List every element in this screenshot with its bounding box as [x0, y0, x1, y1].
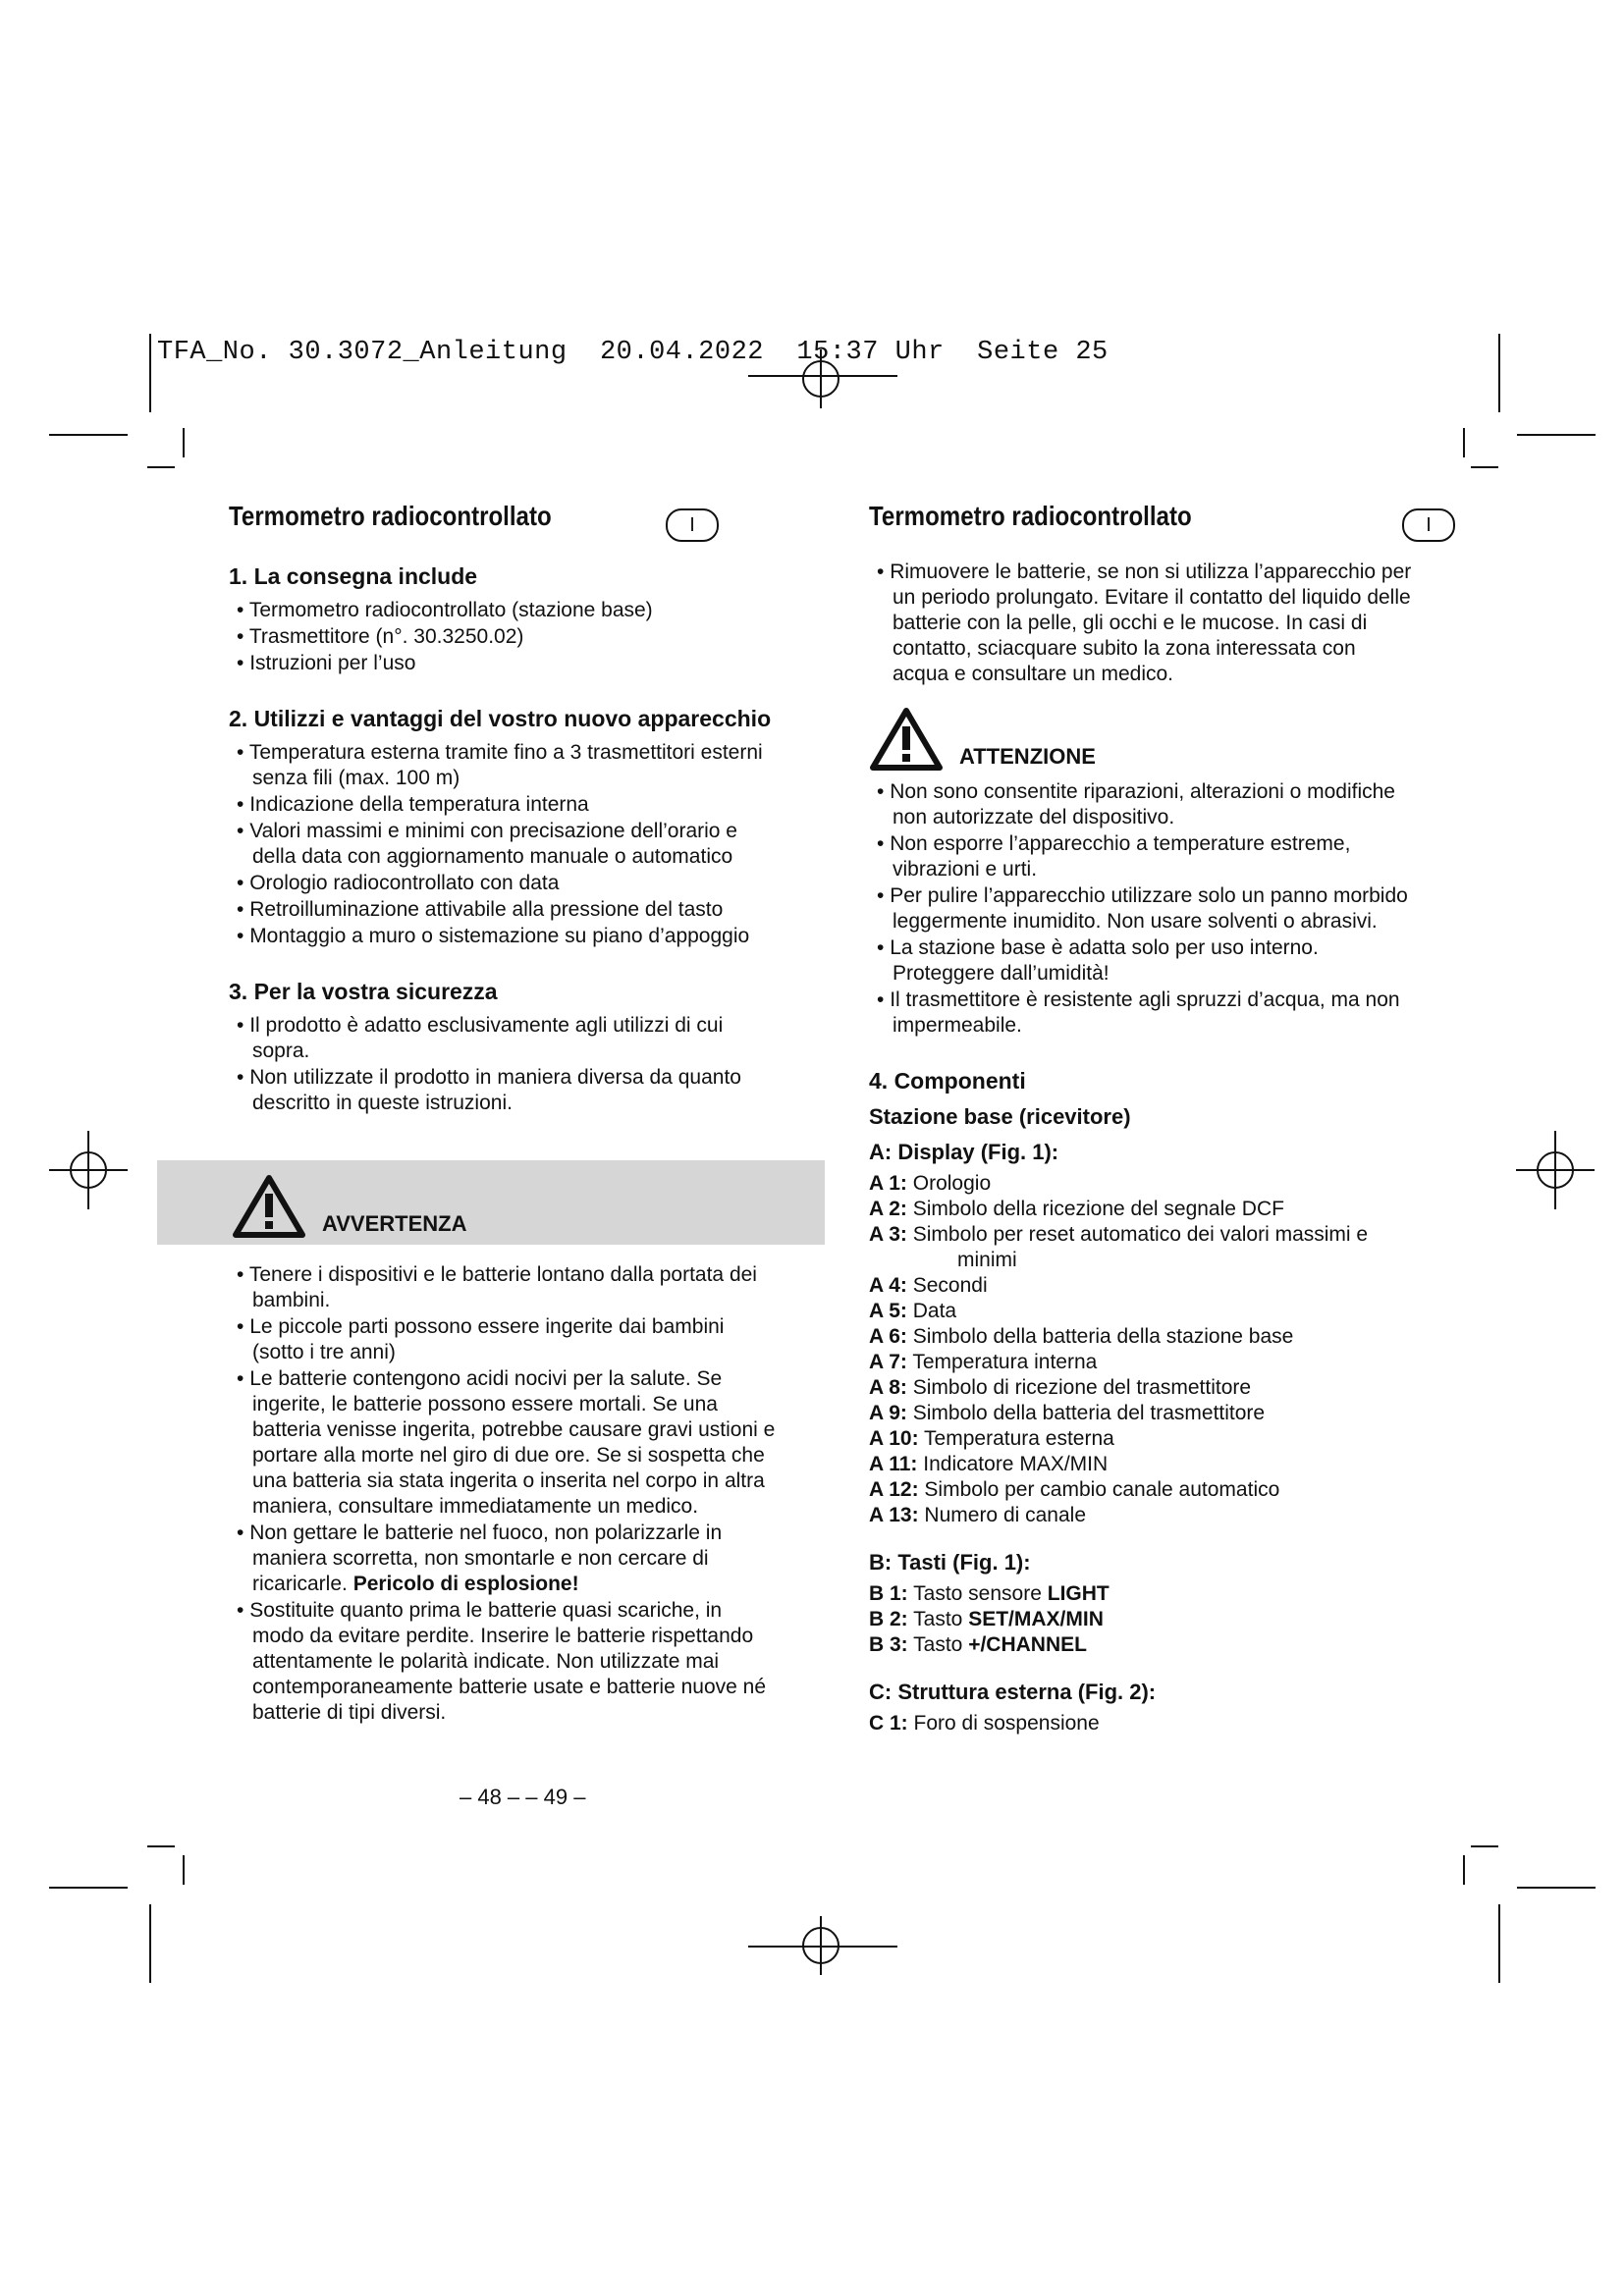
language-badge: I [1402, 508, 1455, 542]
section-title: 2. Utilizzi e vantaggi del vostro nuovo apparecchio [229, 706, 772, 731]
component-text: Simbolo di ricezione del trasmettitore [912, 1376, 1252, 1399]
attention-header [869, 701, 1414, 772]
key-name: +/CHANNEL [968, 1633, 1087, 1656]
component-text: Temperatura esterna [924, 1427, 1114, 1450]
component-text: Secondi [912, 1274, 988, 1297]
component-text: Temperatura interna [912, 1351, 1098, 1373]
section-title: 4. Componenti [869, 1068, 1026, 1094]
component-item [869, 1324, 1414, 1350]
features-list [229, 740, 774, 949]
component-code: B 3: [869, 1633, 908, 1656]
section-title: 1. La consegna include [229, 563, 478, 589]
left-page [229, 501, 774, 1117]
component-text: Tasto [913, 1608, 963, 1630]
list-item: • Retroilluminazione attivabile alla pressione del tasto [229, 897, 774, 923]
component-text: Simbolo della batteria del trasmettitore [912, 1402, 1266, 1424]
component-code: A 11: [869, 1453, 918, 1475]
component-code: A 5: [869, 1300, 907, 1322]
component-code: A 12: [869, 1478, 919, 1501]
crop-mark [1517, 434, 1596, 436]
component-code: A 9: [869, 1402, 907, 1424]
page-title: Termometro radiocontrollato [229, 501, 552, 531]
button-components [869, 1581, 1414, 1658]
component-code: A 7: [869, 1351, 907, 1373]
component-text: Numero di canale [924, 1504, 1087, 1526]
warning-triangle-icon [232, 1174, 306, 1239]
slug-line: TFA_No. 30.3072_Anleitung 20.04.2022 15:37 Uhr Seite 25 [157, 338, 1109, 367]
list-item: • Il trasmettitore è resistente agli spruzzi d’acqua, ma non impermeabile. [869, 988, 1414, 1039]
component-text: Tasto [913, 1633, 963, 1656]
component-item [869, 1222, 1414, 1273]
crop-mark [183, 428, 185, 457]
component-item [869, 1452, 1414, 1477]
right-page [869, 501, 1432, 1736]
delivery-list [229, 598, 774, 676]
component-text: Simbolo per reset automatico dei valori massimi e [912, 1223, 1369, 1246]
subsection-title: Stazione base (ricevitore) [869, 1104, 1131, 1129]
subsection-title: C: Struttura esterna (Fig. 2): [869, 1680, 1157, 1704]
component-text: Tasto sensore [913, 1582, 1042, 1605]
list-item: • Non sono consentite riparazioni, alterazioni o modifiche non autorizzate del dispositivo. [869, 779, 1414, 830]
registration-mark-icon [791, 1916, 850, 1975]
component-code: C 1: [869, 1712, 908, 1735]
component-item [869, 1711, 1414, 1736]
crop-mark [1498, 1904, 1500, 1983]
crop-mark [1463, 428, 1465, 457]
crop-mark [149, 1904, 151, 1983]
list-item: • Le piccole parti possono essere ingerite dai bambini (sotto i tre anni) [229, 1314, 779, 1365]
list-item: • Le batterie contengono acidi nocivi per la salute. Se ingerite, le batterie possono essere mortali. Se una batteria venisse ingerita, potrebbe causare gravi ustioni e portare alla morte nel giro di due ore. Se si sospetta che una batteria sia stata ingerita o inserita nel corpo in altra maniera, consultare immediatamente un medico. [229, 1366, 779, 1520]
warning-header [232, 1168, 467, 1239]
warning-triangle-icon [869, 707, 944, 772]
page-title: Termometro radiocontrollato [869, 501, 1192, 531]
safety-list [229, 1013, 774, 1116]
warning-list [229, 1262, 779, 1726]
component-item [869, 1350, 1414, 1375]
component-code: A 13: [869, 1504, 919, 1526]
list-item [229, 1521, 779, 1597]
list-item: • Valori massimi e minimi con precisazione dell’orario e della data con aggiornamento manuale o automatico [229, 819, 774, 870]
crop-mark [49, 1887, 128, 1889]
crop-mark [147, 1845, 175, 1847]
component-item [869, 1503, 1414, 1528]
component-item [869, 1477, 1414, 1503]
explosion-warning: Pericolo di esplosione! [352, 1573, 579, 1595]
component-code: A 8: [869, 1376, 907, 1399]
component-code: A 6: [869, 1325, 907, 1348]
component-text: Simbolo per cambio canale automatico [924, 1478, 1280, 1501]
housing-components [869, 1711, 1414, 1736]
list-item: • Montaggio a muro o sistemazione su piano d’appoggio [229, 924, 774, 949]
warning-content [229, 1262, 779, 1727]
registration-mark-icon [49, 1131, 128, 1209]
component-code: A 10: [869, 1427, 919, 1450]
key-name: SET/MAX/MIN [968, 1608, 1104, 1630]
list-item: • Rimuovere le batterie, se non si utilizza l’apparecchio per un periodo prolungato. Evitare il contatto del liquido delle batterie con la pelle, gli occhi e le mucose. In casi di contatto, sciacquare subito la zona interessata con acqua e consultare un medico. [869, 560, 1414, 687]
subsection-title: A: Display (Fig. 1): [869, 1140, 1059, 1164]
component-code: B 2: [869, 1608, 908, 1630]
crop-mark [1463, 1855, 1465, 1885]
page-numbers: – 48 – – 49 – [460, 1785, 586, 1809]
list-item: • Indicazione della temperatura interna [229, 792, 774, 818]
component-item [869, 1632, 1414, 1658]
component-code: A 2: [869, 1198, 907, 1220]
component-text: Indicatore MAX/MIN [923, 1453, 1109, 1475]
component-item [869, 1273, 1414, 1299]
warning-title: AVVERTENZA [322, 1211, 467, 1236]
component-text: Simbolo della ricezione del segnale DCF [912, 1198, 1284, 1220]
list-item: • Termometro radiocontrollato (stazione base) [229, 598, 774, 623]
key-name: LIGHT [1047, 1582, 1110, 1605]
component-text: Data [912, 1300, 957, 1322]
component-item [869, 1607, 1414, 1632]
crop-mark [149, 334, 151, 412]
list-item: • Il prodotto è adatto esclusivamente agli utilizzi di cui sopra. [229, 1013, 774, 1064]
component-text: Simbolo della batteria della stazione base [912, 1325, 1294, 1348]
crop-mark [1471, 1845, 1498, 1847]
crop-mark [1471, 466, 1498, 468]
component-text: Foro di sospensione [913, 1712, 1100, 1735]
list-item: • La stazione base è adatta solo per uso interno. Proteggere dall’umidità! [869, 935, 1414, 987]
list-item: • Non utilizzate il prodotto in maniera diversa da quanto descritto in queste istruzioni. [229, 1065, 774, 1116]
component-code: A 3: [869, 1223, 907, 1246]
crop-mark [1517, 1887, 1596, 1889]
list-item: • Trasmettitore (n°. 30.3250.02) [229, 624, 774, 650]
list-item: • Non esporre l’apparecchio a temperature estreme, vibrazioni e urti. [869, 831, 1414, 882]
language-badge: I [666, 508, 719, 542]
list-item-text: Non gettare le batterie nel fuoco, non polarizzarle in maniera scorretta, non smontarle e non cercare di ricaricarle. [249, 1522, 723, 1595]
component-item [869, 1299, 1414, 1324]
left-title-row [229, 501, 774, 546]
component-item [869, 1197, 1414, 1222]
component-item [869, 1426, 1414, 1452]
registration-mark-icon [1516, 1131, 1595, 1209]
list-item: • Istruzioni per l’uso [229, 651, 774, 676]
crop-mark [49, 434, 128, 436]
list-item: • Per pulire l’apparecchio utilizzare solo un panno morbido leggermente inumidito. Non usare solventi o abrasivi. [869, 883, 1414, 934]
list-item: • Orologio radiocontrollato con data [229, 871, 774, 896]
component-code: A 1: [869, 1172, 907, 1195]
component-item [869, 1401, 1414, 1426]
component-code: B 1: [869, 1582, 908, 1605]
component-code: A 4: [869, 1274, 907, 1297]
component-item [869, 1375, 1414, 1401]
list-item: • Sostituite quanto prima le batterie quasi scariche, in modo da evitare perdite. Inserire le batterie rispettando attentamente le polarità indicate. Non utilizzate mai contemporaneamente batterie usate e batterie nuove né batterie di tipi diversi. [229, 1598, 779, 1726]
crop-mark [147, 466, 175, 468]
component-item [869, 1581, 1414, 1607]
component-text-cont: minimi [957, 1249, 1017, 1271]
right-title-row [869, 501, 1432, 546]
subsection-title: B: Tasti (Fig. 1): [869, 1550, 1031, 1575]
intro-list [869, 560, 1414, 687]
attention-list [869, 779, 1414, 1039]
component-text: Orologio [912, 1172, 992, 1195]
section-title: 3. Per la vostra sicurezza [229, 979, 498, 1004]
registration-mark-icon [791, 349, 850, 408]
component-item [869, 1171, 1414, 1197]
display-components [869, 1171, 1414, 1528]
list-item: • Tenere i dispositivi e le batterie lontano dalla portata dei bambini. [229, 1262, 779, 1313]
list-item: • Temperatura esterna tramite fino a 3 trasmettitori esterni senza fili (max. 100 m) [229, 740, 774, 791]
crop-mark [183, 1855, 185, 1885]
crop-mark [1498, 334, 1500, 412]
attention-title: ATTENZIONE [959, 744, 1096, 769]
